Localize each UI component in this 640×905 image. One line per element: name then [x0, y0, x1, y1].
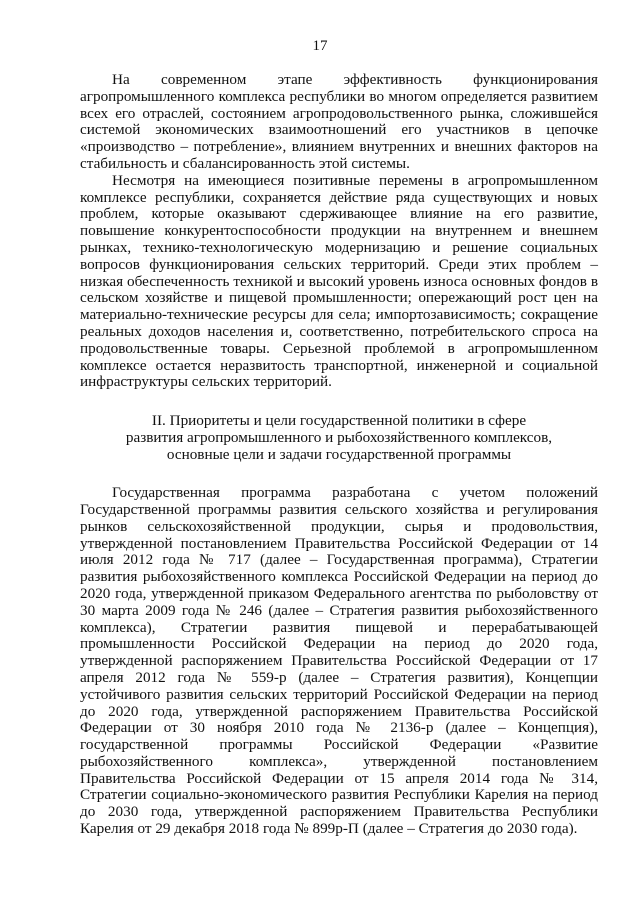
paragraph-program-basis: Государственная программа разработана с учетом положений Государственной программы развития сельского хозяйства и регулирования рынков сельскохозяйственной продукции, сырья и продовольствия, утвержденной постановлением Правительства Российской Федерации от 14 июля 2012 года № 717 (далее – Государственная программа), Стратегии развития рыбохозяйственного комплекса Российской Федерации на период до 2020 года, утвержденной приказом Федерального агентства по рыболовству от 30 марта 2009 года № 246 (далее – Стратегия развития рыбохозяйственного комплекса), Стратегии развития пищевой и перерабатывающей промышленности Российской Федерации на период до 2020 года, утвержденной распоряжением Правительства Российской Федерации от 17 апреля 2012 года № 559-р (далее – Стратегия развития), Концепции устойчивого развития сельских территорий Российской Федерации на период до 2020 года, утвержденной распоряжением Правительства Российской Федерации от 30 ноября 2010 года № 2136-р (далее – Концепция), государственной программы Российской Федерации «Развитие рыбохозяйственного комплекса», утвержденной постановлением Правительства Российской Федерации от 15 апреля 2014 года № 314, Стратегии социально-экономического развития Республики Карелия на период до 2030 года, утвержденной распоряжением Правительства Республики Карелия от 29 декабря 2018 года № 899р-П (далее – Стратегия до 2030 года).	[80, 484, 598, 838]
page-number: 17	[312, 38, 328, 54]
section-heading	[80, 412, 598, 463]
paragraph-problems: Несмотря на имеющиеся позитивные перемены в агропромышленном комплексе республики, сохраняется действие ряда существующих и новых проблем, которые оказывают сдерживающее влияние на его развитие, повышение конкурентоспособности продукции на внутреннем и внешнем рынках, технико-технологическую модернизацию и решение социальных вопросов функционирования сельских территорий. Среди этих проблем – низкая обеспеченность техникой и высокий уровень износа основных фондов в сельском хозяйстве и пищевой промышленности; опережающий рост цен на материально-технические ресурсы для села; импортозависимость; сокращение реальных доходов населения и, соответственно, потребительского спроса на продовольственные товары. Серьезной проблемой в агропромышленном комплексе остается неразвитость транспортной, инженерной и социальной инфраструктуры сельских территорий.	[80, 171, 598, 391]
paragraph-current-state: На современном этапе эффективность функционирования агропромышленного комплекса республики во многом определяется развитием всех его отраслей, состоянием агропродовольственного рынка, сложившейся системой экономических взаимоотношений его участников в цепочке «производство – потребление», влиянием внутренних и внешних факторов на стабильность и сбалансированность этой системы.	[80, 71, 598, 172]
section-heading-line-2: развития агропромышленного и рыбохозяйственного комплексов,	[125, 429, 553, 447]
section-heading-line-3: основные цели и задачи государственной программы	[166, 446, 512, 464]
section-heading-line-1: II. Приоритеты и цели государственной политики в сфере	[151, 412, 527, 430]
document-body	[80, 72, 598, 838]
